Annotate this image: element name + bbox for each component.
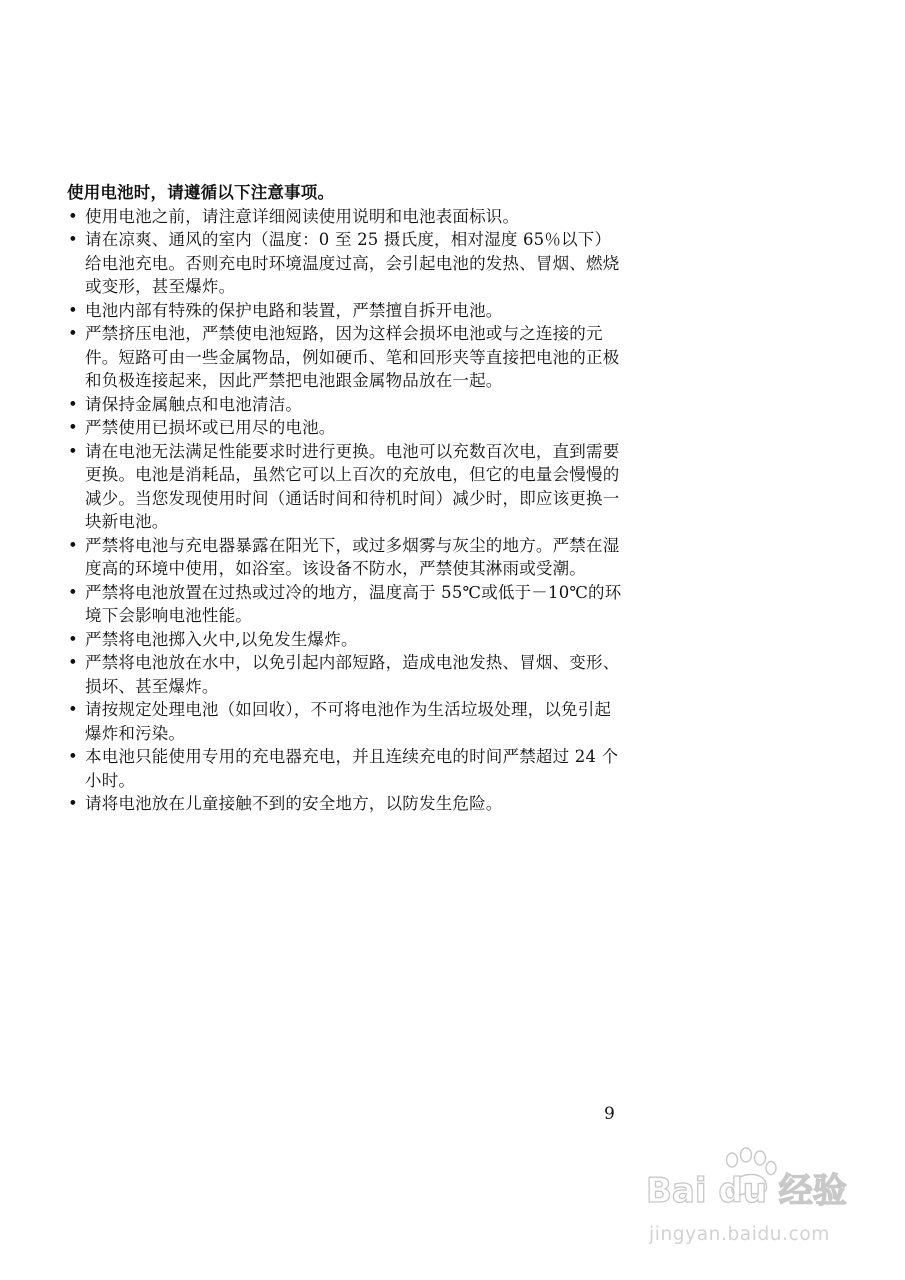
list-item [67,393,627,417]
bullet-marker: • [68,582,78,602]
list-item-text: 请在电池无法满足性能要求时进行更换。电池可以充数百次电，直到需要更换。电池是消耗品，虽然它可以上百次的充放电，但它的电量会慢慢的减少。当您发现使用时间（通话时间和待机时间）减少时，即应该更换一块新电池。 [85,441,620,531]
list-item-text: 严禁将电池放在水中，以免引起内部短路，造成电池发热、冒烟、变形、损坏、甚至爆炸。 [85,653,620,696]
precautions-list [67,205,627,816]
bullet-marker: • [68,747,78,766]
bullet-marker: • [68,394,78,414]
list-item-text: 电池内部有特殊的保护电路和装置，严禁擅自拆开电池。 [85,300,503,320]
bullet-marker: • [68,300,78,320]
list-item-text: 使用电池之前，请注意详细阅读使用说明和电池表面标识。 [85,206,520,226]
bullet-marker: • [68,206,78,226]
list-item-text: 请保持金属触点和电池清洁。 [85,394,303,414]
list-item [67,228,627,299]
list-item [67,792,627,816]
list-item [67,440,627,534]
bullet-marker: • [68,535,78,555]
page-number: 9 [604,1104,615,1124]
list-item [67,651,627,698]
list-item-text: 严禁使用已损坏或已用尽的电池。 [85,418,336,437]
list-item-text: 严禁将电池与充电器暴露在阳光下，或过多烟雾与灰尘的地方。严禁在湿度高的环境中使用，如浴室。该设备不防水，严禁使其淋雨或受潮。 [85,535,620,578]
list-item-text: 请将电池放在儿童接触不到的安全地方，以防发生危险。 [85,794,503,813]
list-item [67,205,627,229]
watermark-logo [640,1140,890,1230]
bullet-marker: • [68,418,78,437]
watermark-logo-text: Bai du 经验 [646,1171,847,1211]
bullet-marker: • [68,794,78,813]
list-item-text: 本电池只能使用专用的充电器充电，并且连续充电的时间严禁超过 24 个小时。 [85,747,619,790]
list-item [67,416,627,440]
bullet-marker: • [68,324,78,343]
list-item-text: 请在凉爽、通风的室内（温度：0 至 25 摄氏度，相对湿度 65％以下）给电池充电。否则充电时环境温度过高，会引起电池的发热、冒烟、燃烧或变形，甚至爆炸。 [85,230,620,296]
watermark-url: jingyan.baidu.com [649,1224,830,1245]
list-item [67,299,627,323]
list-item [67,581,627,628]
list-item-text: 严禁将电池掷入火中,以免发生爆炸。 [85,629,358,649]
bullet-marker: • [68,230,78,249]
list-item-text: 严禁将电池放置在过热或过冷的地方，温度高于 55℃或低于－10℃的环境下会影响电池性能。 [85,582,622,625]
bullet-marker: • [68,700,78,719]
battery-precautions-section [67,181,627,816]
list-item [67,698,627,745]
bullet-marker: • [68,441,78,461]
list-item [67,534,627,581]
section-heading: 使用电池时，请遵循以下注意事项。 [67,183,335,202]
list-item [67,628,627,652]
bullet-marker: • [68,629,78,649]
list-item [67,745,627,792]
bullet-marker: • [68,653,78,672]
list-item [67,322,627,393]
list-item-text: 严禁挤压电池，严禁使电池短路，因为这样会损坏电池或与之连接的元件。短路可由一些金属物品，例如硬币、笔和回形夹等直接把电池的正极和负极连接起来，因此严禁把电池跟金属物品放在一起。 [85,324,620,390]
list-item-text: 请按规定处理电池（如回收），不可将电池作为生活垃圾处理，以免引起爆炸和污染。 [85,700,612,743]
baidu-jingyan-watermark [640,1140,890,1270]
